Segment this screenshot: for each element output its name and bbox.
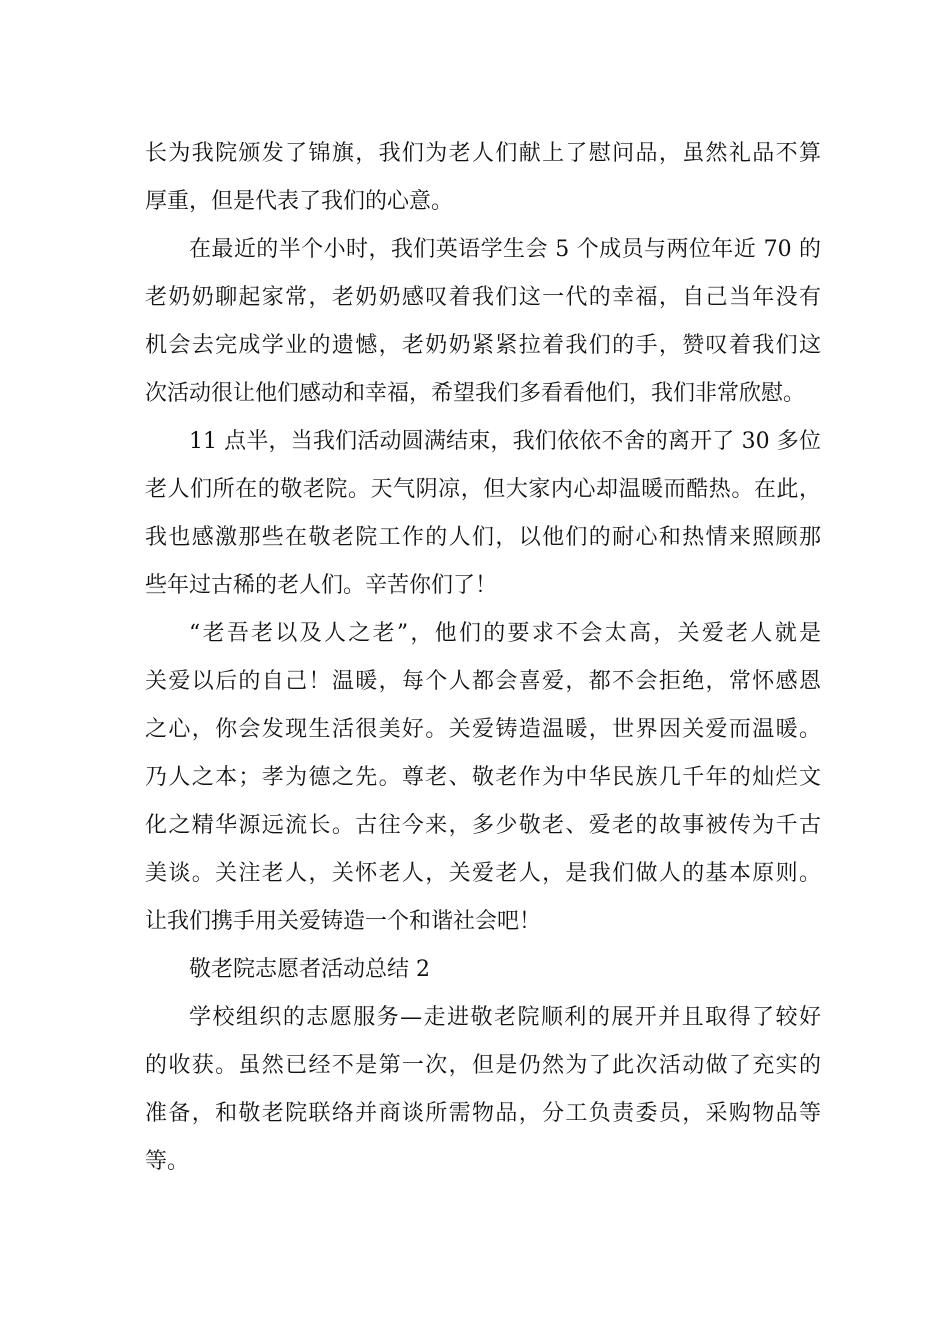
text-line: 美谈。关注老人，关怀老人，关爱老人，是我们做人的基本原则。 (145, 861, 821, 886)
text-line: 11 点半，当我们活动圆满结束，我们依依不舍的离开了 30 多位 (189, 429, 821, 454)
text-line: 之心，你会发现生活很美好。关爱铸造温暖，世界因关爱而温暖。 (145, 717, 821, 742)
text-line: 等。 (145, 1149, 190, 1174)
text-line: 长为我院颁发了锦旗，我们为老人们献上了慰问品，虽然礼品不算 (145, 141, 821, 166)
text-line: 让我们携手用关爱铸造一个和谐社会吧！ (145, 909, 542, 934)
text-line: 在最近的半个小时，我们英语学生会 5 个成员与两位年近 70 的 (189, 237, 821, 262)
text-line: 乃人之本；孝为德之先。尊老、敬老作为中华民族几千年的灿烂文 (145, 765, 821, 790)
section-heading: 敬老院志愿者活动总结 2 (189, 957, 430, 982)
paragraph-4 (145, 610, 821, 946)
document-body (145, 130, 821, 1186)
text-line: 我也感激那些在敬老院工作的人们，以他们的耐心和热情来照顾那 (145, 525, 821, 550)
paragraph-2 (145, 226, 821, 418)
text-line: 准备，和敬老院联络并商谈所需物品，分工负责委员，采购物品等 (145, 1101, 821, 1126)
text-line: 机会去完成学业的遗憾，老奶奶紧紧拉着我们的手，赞叹着我们这 (145, 333, 821, 358)
text-line: 老人们所在的敬老院。天气阴凉，但大家内心却温暖而酷热。在此， (145, 477, 821, 502)
paragraph-3 (145, 418, 821, 610)
text-line: 的收获。虽然已经不是第一次，但是仍然为了此次活动做了充实的 (145, 1053, 821, 1078)
text-line: 些年过古稀的老人们。辛苦你们了！ (145, 573, 498, 598)
text-line: 老奶奶聊起家常，老奶奶感叹着我们这一代的幸福，自己当年没有 (145, 285, 821, 310)
text-line: 厚重，但是代表了我们的心意。 (145, 189, 454, 214)
text-line: 学校组织的志愿服务—走进敬老院顺利的展开并且取得了较好 (189, 1005, 821, 1030)
text-line: “老吾老以及人之老”，他们的要求不会太高，关爱老人就是 (189, 621, 821, 646)
paragraph-5 (145, 994, 821, 1186)
text-line: 化之精华源远流长。古往今来，多少敬老、爱老的故事被传为千古 (145, 813, 821, 838)
text-line: 次活动很让他们感动和幸福，希望我们多看看他们，我们非常欣慰。 (145, 381, 806, 406)
text-line: 关爱以后的自己！温暖，每个人都会喜爱，都不会拒绝，常怀感恩 (145, 669, 821, 694)
paragraph-1 (145, 130, 821, 226)
